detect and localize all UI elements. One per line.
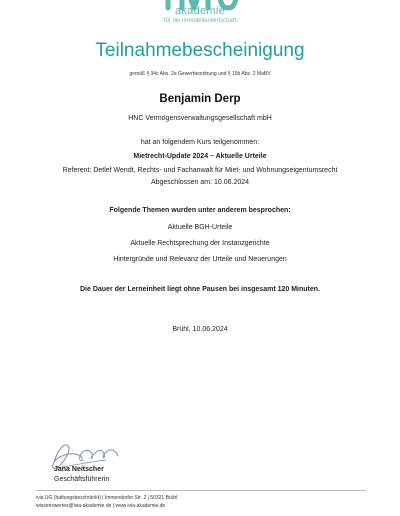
topics-heading: Folgende Themen wurden unter anderem besprochen:	[109, 207, 291, 214]
signer-role: Geschäftsführerin	[54, 476, 110, 483]
document-title: Teilnahmebescheinigung	[95, 40, 305, 61]
course-intro: hat an folgendem Kurs teilgenommen:	[140, 139, 260, 146]
signer-name: Jana Neitscher	[54, 466, 104, 473]
course-speaker: Referent: Detlef Wendt, Rechts- und Fachanwalt für Miet- und Wohnungseigentumsrecht	[62, 167, 338, 174]
logo	[0, 0, 400, 28]
course-title: Mietrecht-Update 2024 – Aktuelle Urteile	[133, 153, 267, 160]
footer-address: ivia UG (haftungsbeschränkt) | Immendorfer Str. 2 | 50321 Brühl	[36, 495, 178, 501]
logo-name: akademie	[174, 5, 226, 17]
participant-company: HNC Vermögensverwaltungsgesellschaft mbH	[128, 115, 272, 122]
footer-divider	[36, 490, 366, 491]
topic-item: Aktuelle BGH-Urteile	[167, 224, 233, 231]
duration-statement: Die Dauer der Lerneinheit liegt ohne Pausen bei insgesamt 120 Minuten.	[79, 286, 320, 293]
participant-name: Benjamin Derp	[159, 93, 241, 105]
footer-contact: wissenswertes@ivia-akademie.de | www.ivia-akademie.de	[36, 503, 166, 509]
logo-tagline: für die immobilienwirtschaft	[163, 18, 237, 24]
topic-item: Hintergründe und Relevanz der Urteile und Neuerungen	[113, 256, 287, 263]
course-completed-date: Abgeschlossen am: 10.06.2024	[150, 179, 250, 186]
topic-item: Aktuelle Rechtsprechung der Instanzgerichte	[130, 240, 270, 247]
legal-basis: gemäß § 34c Abs. 2a Gewerbeordnung und § 15b Abs. 2 MaBV	[129, 71, 271, 77]
place-and-date: Brühl, 10.06.2024	[172, 326, 228, 333]
